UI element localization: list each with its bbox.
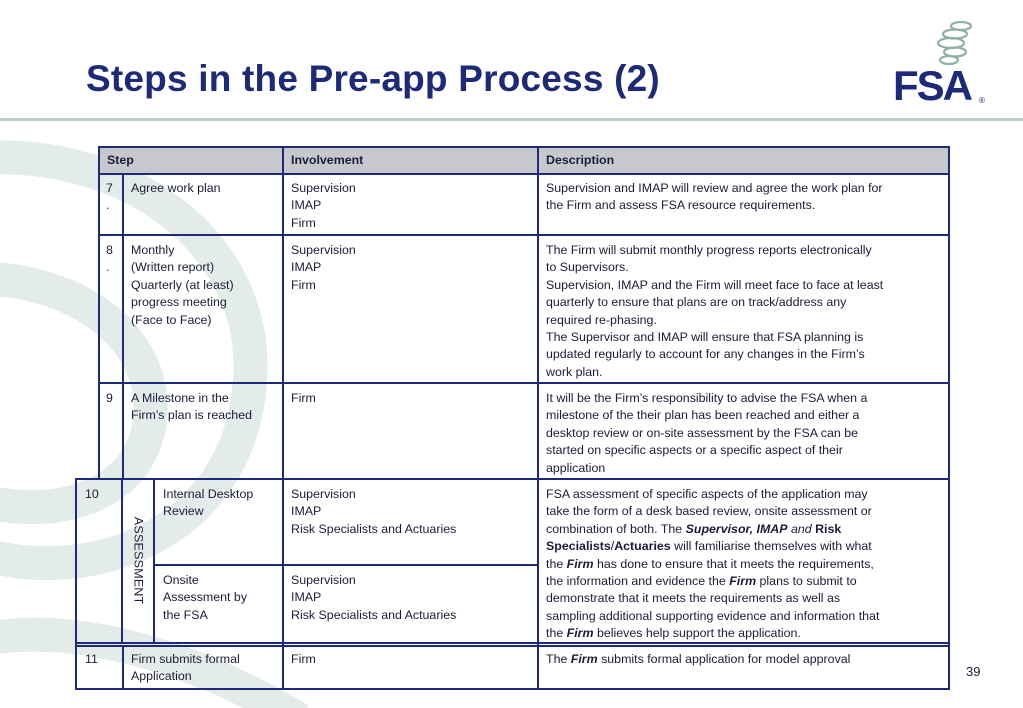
table-row-10a-step: Internal Desktop Review — [163, 487, 254, 519]
table-rule — [98, 146, 950, 148]
table-row-10a-involvement: Supervision IMAP Risk Specialists and Actuaries — [291, 487, 457, 536]
assessment-group-label: ASSESSMENT — [131, 516, 146, 605]
table-rule — [122, 174, 124, 478]
table-rule — [98, 146, 100, 478]
logo-text: FSA — [893, 62, 971, 109]
table-rule — [537, 146, 539, 690]
page-title: Steps in the Pre-app Process (2) — [86, 58, 660, 99]
table-row-9-description: It will be the Firm’s responsibility to advise the FSA when a milestone of the their plan has been reached and either a desktop review or on-site assessment by the FSA can be started on specific aspects or a specific aspect of their application — [546, 391, 868, 475]
table-rule — [98, 173, 950, 175]
table-row-8-involvement: Supervision IMAP Firm — [291, 243, 356, 292]
table-rule — [153, 478, 155, 644]
table-rule — [75, 688, 950, 690]
table-rule — [154, 564, 538, 566]
table-row-11-step: Firm submits formal Application — [131, 652, 240, 684]
header-description: Description — [538, 147, 949, 174]
table-row-11-description: The Firm submits formal application for model approval — [546, 652, 851, 666]
table-row-10-description: FSA assessment of specific aspects of the application may take the form of a desk based review, onsite assessment or combination of both. The Supervisor, IMAP and Risk Specialists/Actuaries will familiarise themselves with what the Firm has done to ensure that it meets the requirements, the information and evidence the Firm plans to submit to demonstrate that it meets the requirements as well as sampling additional supporting evidence and information that the Firm believes help support the application. — [546, 487, 880, 641]
table-rule — [75, 645, 950, 647]
table-rule — [948, 146, 950, 690]
table-row-7-step: Agree work plan — [131, 181, 221, 195]
table-row-9-number: 9 — [106, 391, 113, 405]
table-row-9-involvement: Firm — [291, 391, 316, 405]
logo-registered-mark: ® — [979, 96, 985, 105]
table-rule — [98, 234, 950, 236]
header-involvement: Involvement — [283, 147, 538, 174]
table-rule — [121, 478, 123, 644]
header-step: Step — [99, 147, 283, 174]
table-row-10-number: 10 — [85, 487, 99, 501]
table-row-8-number: 8 . — [106, 243, 113, 275]
table-rule — [75, 478, 77, 690]
table-rule — [75, 478, 950, 480]
table-row-9-step: A Milestone in the Firm’s plan is reached — [131, 391, 252, 423]
page-number: 39 — [966, 664, 981, 679]
table-row-11-involvement: Firm — [291, 652, 316, 666]
table-row-11-number: 11 — [85, 652, 98, 666]
table-rule — [98, 382, 950, 384]
table-row-7-number: 7 . — [106, 181, 113, 213]
table-row-8-description: The Firm will submit monthly progress reports electronically to Supervisors. Supervision, IMAP and the Firm will meet face to face at least quarterly to ensure that plans are on track/address any required re-phasing. The Supervisor and IMAP will ensure that FSA planning is updated regularly to account for any changes in the Firm’s work plan. — [546, 243, 884, 379]
table-row-10b-involvement: Supervision IMAP Risk Specialists and Actuaries — [291, 573, 457, 622]
table-rule — [282, 146, 284, 690]
table-row-7-description: Supervision and IMAP will review and agree the work plan for the Firm and assess FSA resource requirements. — [546, 181, 883, 213]
table-rule — [75, 642, 950, 644]
table-rule — [122, 645, 124, 690]
table-row-7-involvement: Supervision IMAP Firm — [291, 181, 356, 230]
table-row-8-step: Monthly (Written report) Quarterly (at least) progress meeting (Face to Face) — [131, 243, 234, 327]
table-row-10b-step: Onsite Assessment by the FSA — [163, 573, 248, 622]
